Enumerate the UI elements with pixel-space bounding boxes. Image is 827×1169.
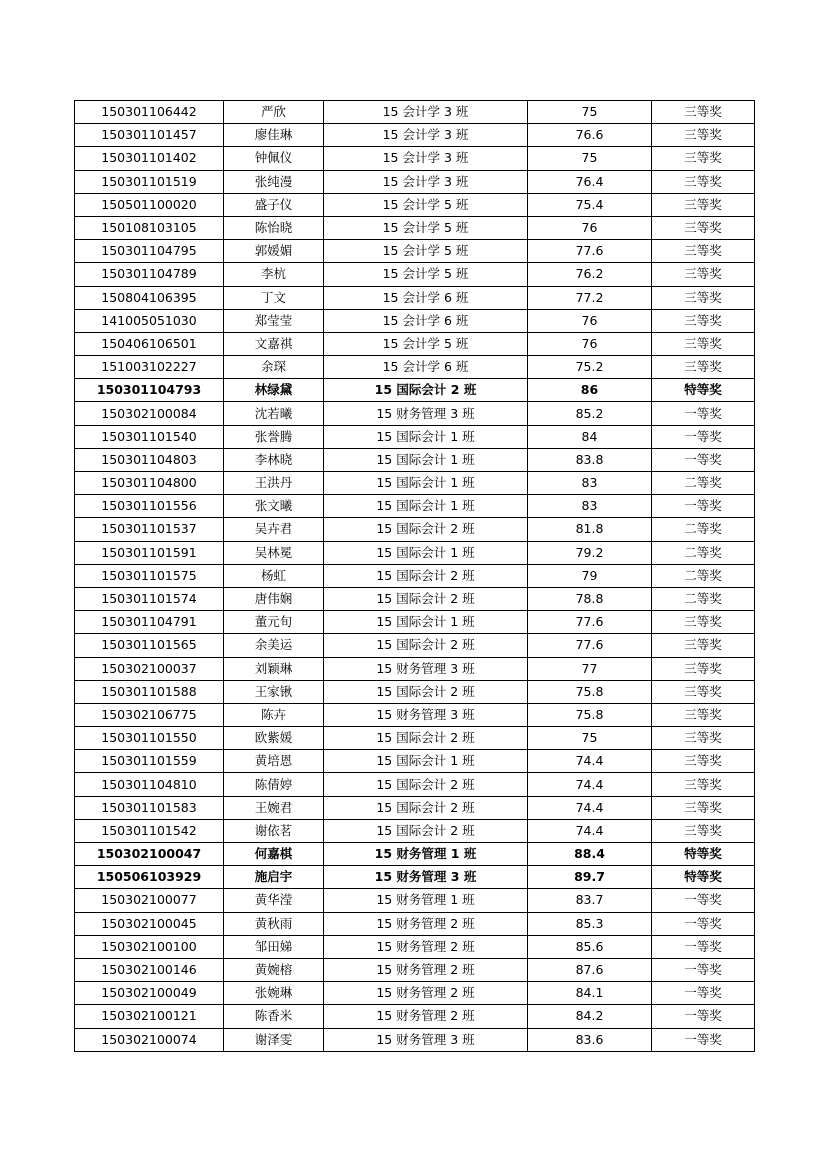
award-cell: 三等奖 — [652, 680, 755, 703]
class-name-cell: 15 财务管理 3 班 — [324, 1028, 528, 1051]
score-cell: 84 — [528, 425, 652, 448]
award-cell: 一等奖 — [652, 889, 755, 912]
award-cell: 三等奖 — [652, 356, 755, 379]
award-cell: 一等奖 — [652, 912, 755, 935]
class-name-cell: 15 国际会计 1 班 — [324, 750, 528, 773]
student-name-cell: 王洪丹 — [224, 472, 324, 495]
score-cell: 79.2 — [528, 541, 652, 564]
student-name-cell: 王家锹 — [224, 680, 324, 703]
table-row — [75, 819, 755, 842]
student-id-cell: 150506103929 — [75, 866, 224, 889]
table-row — [75, 935, 755, 958]
score-cell: 76 — [528, 216, 652, 239]
table-row — [75, 170, 755, 193]
score-cell: 83.6 — [528, 1028, 652, 1051]
table-row — [75, 982, 755, 1005]
student-id-cell: 150406106501 — [75, 332, 224, 355]
student-name-cell: 陈倩婷 — [224, 773, 324, 796]
table-row — [75, 518, 755, 541]
award-cell: 一等奖 — [652, 448, 755, 471]
score-cell: 83 — [528, 472, 652, 495]
student-name-cell: 张婉琳 — [224, 982, 324, 1005]
student-name-cell: 谢依茗 — [224, 819, 324, 842]
award-cell: 三等奖 — [652, 773, 755, 796]
award-cell: 三等奖 — [652, 240, 755, 263]
table-row — [75, 541, 755, 564]
score-cell: 81.8 — [528, 518, 652, 541]
student-name-cell: 吴卉君 — [224, 518, 324, 541]
student-id-cell: 150302100121 — [75, 1005, 224, 1028]
student-name-cell: 文嘉祺 — [224, 332, 324, 355]
student-id-cell: 150302100084 — [75, 402, 224, 425]
score-cell: 77.6 — [528, 240, 652, 263]
table-row — [75, 216, 755, 239]
student-id-cell: 151003102227 — [75, 356, 224, 379]
score-cell: 75.4 — [528, 193, 652, 216]
student-name-cell: 沈若曦 — [224, 402, 324, 425]
score-cell: 83.8 — [528, 448, 652, 471]
award-cell: 三等奖 — [652, 101, 755, 124]
award-cell: 三等奖 — [652, 727, 755, 750]
student-id-cell: 150301101588 — [75, 680, 224, 703]
table-row — [75, 193, 755, 216]
table-row — [75, 843, 755, 866]
class-name-cell: 15 会计学 5 班 — [324, 193, 528, 216]
student-id-cell: 150108103105 — [75, 216, 224, 239]
student-id-cell: 141005051030 — [75, 309, 224, 332]
table-row — [75, 1005, 755, 1028]
table-row — [75, 657, 755, 680]
class-name-cell: 15 财务管理 2 班 — [324, 912, 528, 935]
score-cell: 76 — [528, 309, 652, 332]
student-name-cell: 李杭 — [224, 263, 324, 286]
student-id-cell: 150301101537 — [75, 518, 224, 541]
student-name-cell: 郑莹莹 — [224, 309, 324, 332]
class-name-cell: 15 财务管理 2 班 — [324, 1005, 528, 1028]
class-name-cell: 15 会计学 6 班 — [324, 286, 528, 309]
student-name-cell: 何嘉棋 — [224, 843, 324, 866]
class-name-cell: 15 国际会计 2 班 — [324, 680, 528, 703]
class-name-cell: 15 财务管理 1 班 — [324, 889, 528, 912]
score-cell: 75 — [528, 147, 652, 170]
table-row — [75, 356, 755, 379]
class-name-cell: 15 国际会计 1 班 — [324, 472, 528, 495]
score-cell: 74.4 — [528, 796, 652, 819]
student-name-cell: 唐伟娴 — [224, 587, 324, 610]
award-cell: 特等奖 — [652, 843, 755, 866]
score-cell: 75.8 — [528, 680, 652, 703]
class-name-cell: 15 会计学 5 班 — [324, 216, 528, 239]
student-id-cell: 150301101591 — [75, 541, 224, 564]
award-cell: 三等奖 — [652, 611, 755, 634]
student-id-cell: 150302100077 — [75, 889, 224, 912]
class-name-cell: 15 国际会计 2 班 — [324, 773, 528, 796]
score-cell: 75.2 — [528, 356, 652, 379]
student-id-cell: 150302100049 — [75, 982, 224, 1005]
awards-table-body — [75, 101, 755, 1052]
award-cell: 三等奖 — [652, 286, 755, 309]
class-name-cell: 15 财务管理 3 班 — [324, 866, 528, 889]
student-name-cell: 丁文 — [224, 286, 324, 309]
award-cell: 三等奖 — [652, 216, 755, 239]
class-name-cell: 15 国际会计 2 班 — [324, 796, 528, 819]
score-cell: 85.3 — [528, 912, 652, 935]
award-cell: 一等奖 — [652, 958, 755, 981]
award-cell: 三等奖 — [652, 193, 755, 216]
table-row — [75, 286, 755, 309]
student-name-cell: 黄培恩 — [224, 750, 324, 773]
student-name-cell: 吴林冕 — [224, 541, 324, 564]
class-name-cell: 15 国际会计 1 班 — [324, 611, 528, 634]
score-cell: 76.4 — [528, 170, 652, 193]
award-cell: 一等奖 — [652, 1028, 755, 1051]
student-name-cell: 谢泽雯 — [224, 1028, 324, 1051]
student-id-cell: 150302100037 — [75, 657, 224, 680]
award-cell: 三等奖 — [652, 332, 755, 355]
student-name-cell: 李林晓 — [224, 448, 324, 471]
table-row — [75, 263, 755, 286]
score-cell: 77.6 — [528, 611, 652, 634]
score-cell: 84.2 — [528, 1005, 652, 1028]
student-name-cell: 钟佩仪 — [224, 147, 324, 170]
student-name-cell: 陈香米 — [224, 1005, 324, 1028]
student-name-cell: 张文曦 — [224, 495, 324, 518]
student-id-cell: 150301101559 — [75, 750, 224, 773]
award-cell: 三等奖 — [652, 657, 755, 680]
class-name-cell: 15 国际会计 2 班 — [324, 587, 528, 610]
table-row — [75, 587, 755, 610]
table-row — [75, 611, 755, 634]
student-id-cell: 150301101565 — [75, 634, 224, 657]
student-name-cell: 王婉君 — [224, 796, 324, 819]
table-row — [75, 773, 755, 796]
table-row — [75, 634, 755, 657]
award-cell: 三等奖 — [652, 703, 755, 726]
class-name-cell: 15 国际会计 1 班 — [324, 425, 528, 448]
student-name-cell: 杨虹 — [224, 564, 324, 587]
class-name-cell: 15 会计学 6 班 — [324, 356, 528, 379]
student-id-cell: 150302106775 — [75, 703, 224, 726]
award-cell: 三等奖 — [652, 124, 755, 147]
student-id-cell: 150804106395 — [75, 286, 224, 309]
table-row — [75, 448, 755, 471]
student-name-cell: 盛子仪 — [224, 193, 324, 216]
class-name-cell: 15 会计学 3 班 — [324, 170, 528, 193]
table-row — [75, 240, 755, 263]
score-cell: 76.2 — [528, 263, 652, 286]
award-cell: 二等奖 — [652, 541, 755, 564]
table-row — [75, 1028, 755, 1051]
student-id-cell: 150301101556 — [75, 495, 224, 518]
table-row — [75, 332, 755, 355]
class-name-cell: 15 国际会计 2 班 — [324, 379, 528, 402]
score-cell: 74.4 — [528, 819, 652, 842]
student-id-cell: 150301101583 — [75, 796, 224, 819]
score-cell: 84.1 — [528, 982, 652, 1005]
score-cell: 83 — [528, 495, 652, 518]
award-cell: 三等奖 — [652, 796, 755, 819]
table-row — [75, 379, 755, 402]
award-cell: 三等奖 — [652, 750, 755, 773]
class-name-cell: 15 财务管理 1 班 — [324, 843, 528, 866]
student-name-cell: 严欣 — [224, 101, 324, 124]
table-row — [75, 402, 755, 425]
student-name-cell: 陈卉 — [224, 703, 324, 726]
table-row — [75, 703, 755, 726]
score-cell: 75.8 — [528, 703, 652, 726]
student-name-cell: 廖佳琳 — [224, 124, 324, 147]
table-row — [75, 425, 755, 448]
student-name-cell: 黄华滢 — [224, 889, 324, 912]
class-name-cell: 15 国际会计 1 班 — [324, 495, 528, 518]
student-id-cell: 150301101519 — [75, 170, 224, 193]
score-cell: 76.6 — [528, 124, 652, 147]
student-name-cell: 余美运 — [224, 634, 324, 657]
score-cell: 74.4 — [528, 750, 652, 773]
table-row — [75, 958, 755, 981]
award-cell: 二等奖 — [652, 472, 755, 495]
award-cell: 二等奖 — [652, 564, 755, 587]
table-row — [75, 912, 755, 935]
score-cell: 76 — [528, 332, 652, 355]
student-name-cell: 余琛 — [224, 356, 324, 379]
table-row — [75, 564, 755, 587]
class-name-cell: 15 国际会计 2 班 — [324, 634, 528, 657]
student-name-cell: 黄婉榕 — [224, 958, 324, 981]
student-id-cell: 150301104810 — [75, 773, 224, 796]
award-cell: 一等奖 — [652, 495, 755, 518]
student-name-cell: 张纯漫 — [224, 170, 324, 193]
table-row — [75, 750, 755, 773]
student-name-cell: 林绿黛 — [224, 379, 324, 402]
class-name-cell: 15 会计学 5 班 — [324, 240, 528, 263]
score-cell: 77 — [528, 657, 652, 680]
award-cell: 三等奖 — [652, 309, 755, 332]
student-name-cell: 欧紫媛 — [224, 727, 324, 750]
table-row — [75, 309, 755, 332]
award-cell: 一等奖 — [652, 425, 755, 448]
table-row — [75, 472, 755, 495]
table-row — [75, 495, 755, 518]
score-cell: 77.6 — [528, 634, 652, 657]
score-cell: 78.8 — [528, 587, 652, 610]
student-id-cell: 150301101457 — [75, 124, 224, 147]
class-name-cell: 15 财务管理 2 班 — [324, 958, 528, 981]
student-id-cell: 150301101402 — [75, 147, 224, 170]
table-row — [75, 101, 755, 124]
award-cell: 一等奖 — [652, 402, 755, 425]
class-name-cell: 15 会计学 3 班 — [324, 147, 528, 170]
table-row — [75, 680, 755, 703]
award-cell: 三等奖 — [652, 170, 755, 193]
student-id-cell: 150302100100 — [75, 935, 224, 958]
award-cell: 一等奖 — [652, 1005, 755, 1028]
class-name-cell: 15 财务管理 2 班 — [324, 935, 528, 958]
student-id-cell: 150301104793 — [75, 379, 224, 402]
score-cell: 85.6 — [528, 935, 652, 958]
student-id-cell: 150302100045 — [75, 912, 224, 935]
award-cell: 特等奖 — [652, 379, 755, 402]
student-id-cell: 150301101540 — [75, 425, 224, 448]
student-id-cell: 150301104791 — [75, 611, 224, 634]
class-name-cell: 15 财务管理 2 班 — [324, 982, 528, 1005]
award-cell: 二等奖 — [652, 518, 755, 541]
student-name-cell: 黄秋雨 — [224, 912, 324, 935]
score-cell: 88.4 — [528, 843, 652, 866]
student-id-cell: 150301104789 — [75, 263, 224, 286]
class-name-cell: 15 国际会计 2 班 — [324, 564, 528, 587]
student-name-cell: 郭媛媚 — [224, 240, 324, 263]
table-row — [75, 796, 755, 819]
student-id-cell: 150301106442 — [75, 101, 224, 124]
class-name-cell: 15 会计学 5 班 — [324, 263, 528, 286]
student-name-cell: 陈怡晓 — [224, 216, 324, 239]
class-name-cell: 15 财务管理 3 班 — [324, 402, 528, 425]
table-row — [75, 147, 755, 170]
student-id-cell: 150301101575 — [75, 564, 224, 587]
student-name-cell: 施启宇 — [224, 866, 324, 889]
award-cell: 三等奖 — [652, 263, 755, 286]
awards-table — [74, 100, 755, 1052]
student-id-cell: 150302100146 — [75, 958, 224, 981]
student-name-cell: 张誉腾 — [224, 425, 324, 448]
class-name-cell: 15 国际会计 1 班 — [324, 448, 528, 471]
student-id-cell: 150301104800 — [75, 472, 224, 495]
score-cell: 85.2 — [528, 402, 652, 425]
table-row — [75, 866, 755, 889]
score-cell: 87.6 — [528, 958, 652, 981]
score-cell: 83.7 — [528, 889, 652, 912]
table-row — [75, 727, 755, 750]
student-name-cell: 董元旬 — [224, 611, 324, 634]
class-name-cell: 15 国际会计 2 班 — [324, 727, 528, 750]
class-name-cell: 15 会计学 3 班 — [324, 124, 528, 147]
student-name-cell: 邹田娣 — [224, 935, 324, 958]
student-name-cell: 刘颖琳 — [224, 657, 324, 680]
score-cell: 74.4 — [528, 773, 652, 796]
class-name-cell: 15 财务管理 3 班 — [324, 703, 528, 726]
score-cell: 86 — [528, 379, 652, 402]
award-cell: 三等奖 — [652, 634, 755, 657]
student-id-cell: 150301101542 — [75, 819, 224, 842]
class-name-cell: 15 会计学 3 班 — [324, 101, 528, 124]
award-cell: 三等奖 — [652, 819, 755, 842]
award-cell: 三等奖 — [652, 147, 755, 170]
table-row — [75, 124, 755, 147]
score-cell: 75 — [528, 727, 652, 750]
award-cell: 二等奖 — [652, 587, 755, 610]
class-name-cell: 15 会计学 5 班 — [324, 332, 528, 355]
student-id-cell: 150301104803 — [75, 448, 224, 471]
award-cell: 一等奖 — [652, 935, 755, 958]
class-name-cell: 15 会计学 6 班 — [324, 309, 528, 332]
student-id-cell: 150302100047 — [75, 843, 224, 866]
score-cell: 89.7 — [528, 866, 652, 889]
class-name-cell: 15 国际会计 1 班 — [324, 541, 528, 564]
class-name-cell: 15 国际会计 2 班 — [324, 518, 528, 541]
student-id-cell: 150301101574 — [75, 587, 224, 610]
class-name-cell: 15 国际会计 2 班 — [324, 819, 528, 842]
award-cell: 一等奖 — [652, 982, 755, 1005]
student-id-cell: 150301101550 — [75, 727, 224, 750]
student-id-cell: 150501100020 — [75, 193, 224, 216]
award-cell: 特等奖 — [652, 866, 755, 889]
score-cell: 77.2 — [528, 286, 652, 309]
student-id-cell: 150301104795 — [75, 240, 224, 263]
student-id-cell: 150302100074 — [75, 1028, 224, 1051]
score-cell: 79 — [528, 564, 652, 587]
table-row — [75, 889, 755, 912]
class-name-cell: 15 财务管理 3 班 — [324, 657, 528, 680]
score-cell: 75 — [528, 101, 652, 124]
